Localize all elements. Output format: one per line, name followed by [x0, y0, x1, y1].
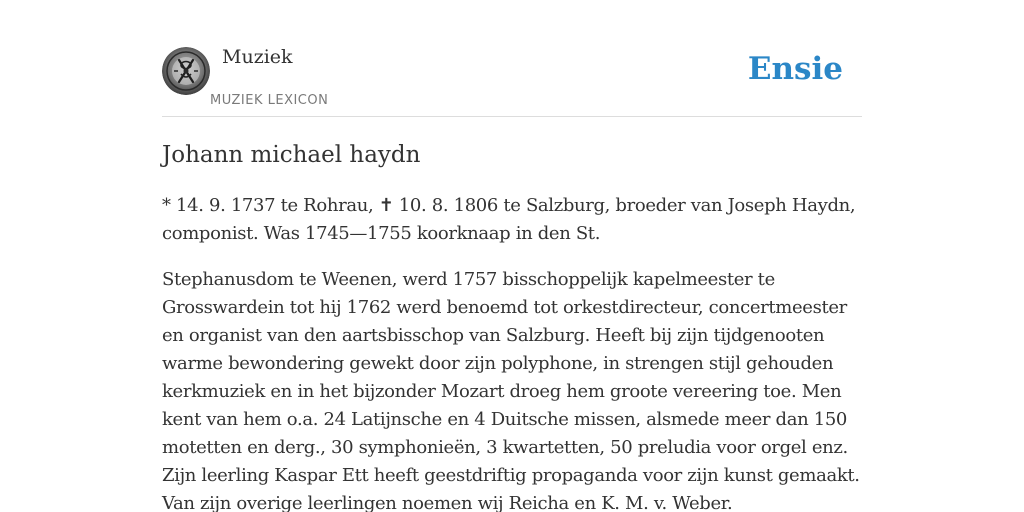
entry-paragraph: Stephanusdom te Weenen, werd 1757 bisschoppelijk kapelmeester te Grosswardein tot hij 1762 werd benoemd tot orkestdirecteur, concertmeester en organist van den aartsbisschop van Salzburg. Heeft bij zijn tijdgenooten warme bewondering gewekt door zijn polyphone, in strengen stijl gehouden kerkmuziek en in het bijzonder Mozart droeg hem groote vereering toe. Men kent van hem o.a. 24 Latijnsche en 4 Duitsche missen, alsmede meer dan 150 motetten en derg., 30 symphonieën, 3 kwartetten, 50 preludia voor orgel enz. Zijn leerling Kaspar Ett heeft geestdriftig propaganda voor zijn kunst gemaakt. Van zijn overige leerlingen noemen wij Reicha en K. M. v. Weber.	[162, 269, 860, 512]
site-logo[interactable]: Ensie	[747, 51, 843, 87]
music-instruments-emblem-icon	[162, 47, 210, 95]
book-title[interactable]: Muziek	[222, 46, 293, 68]
entry-content	[162, 138, 862, 512]
book-avatar[interactable]	[162, 47, 210, 95]
entry-paragraph: * 14. 9. 1737 te Rohrau, ✝ 10. 8. 1806 te Salzburg, broeder van Joseph Haydn, componist. Was 1745—1755 koorknaap in den St.	[162, 195, 856, 244]
page-header	[162, 0, 862, 117]
entry-title: Johann michael haydn	[162, 142, 421, 168]
book-subtitle[interactable]: MUZIEK LEXICON	[210, 93, 329, 108]
